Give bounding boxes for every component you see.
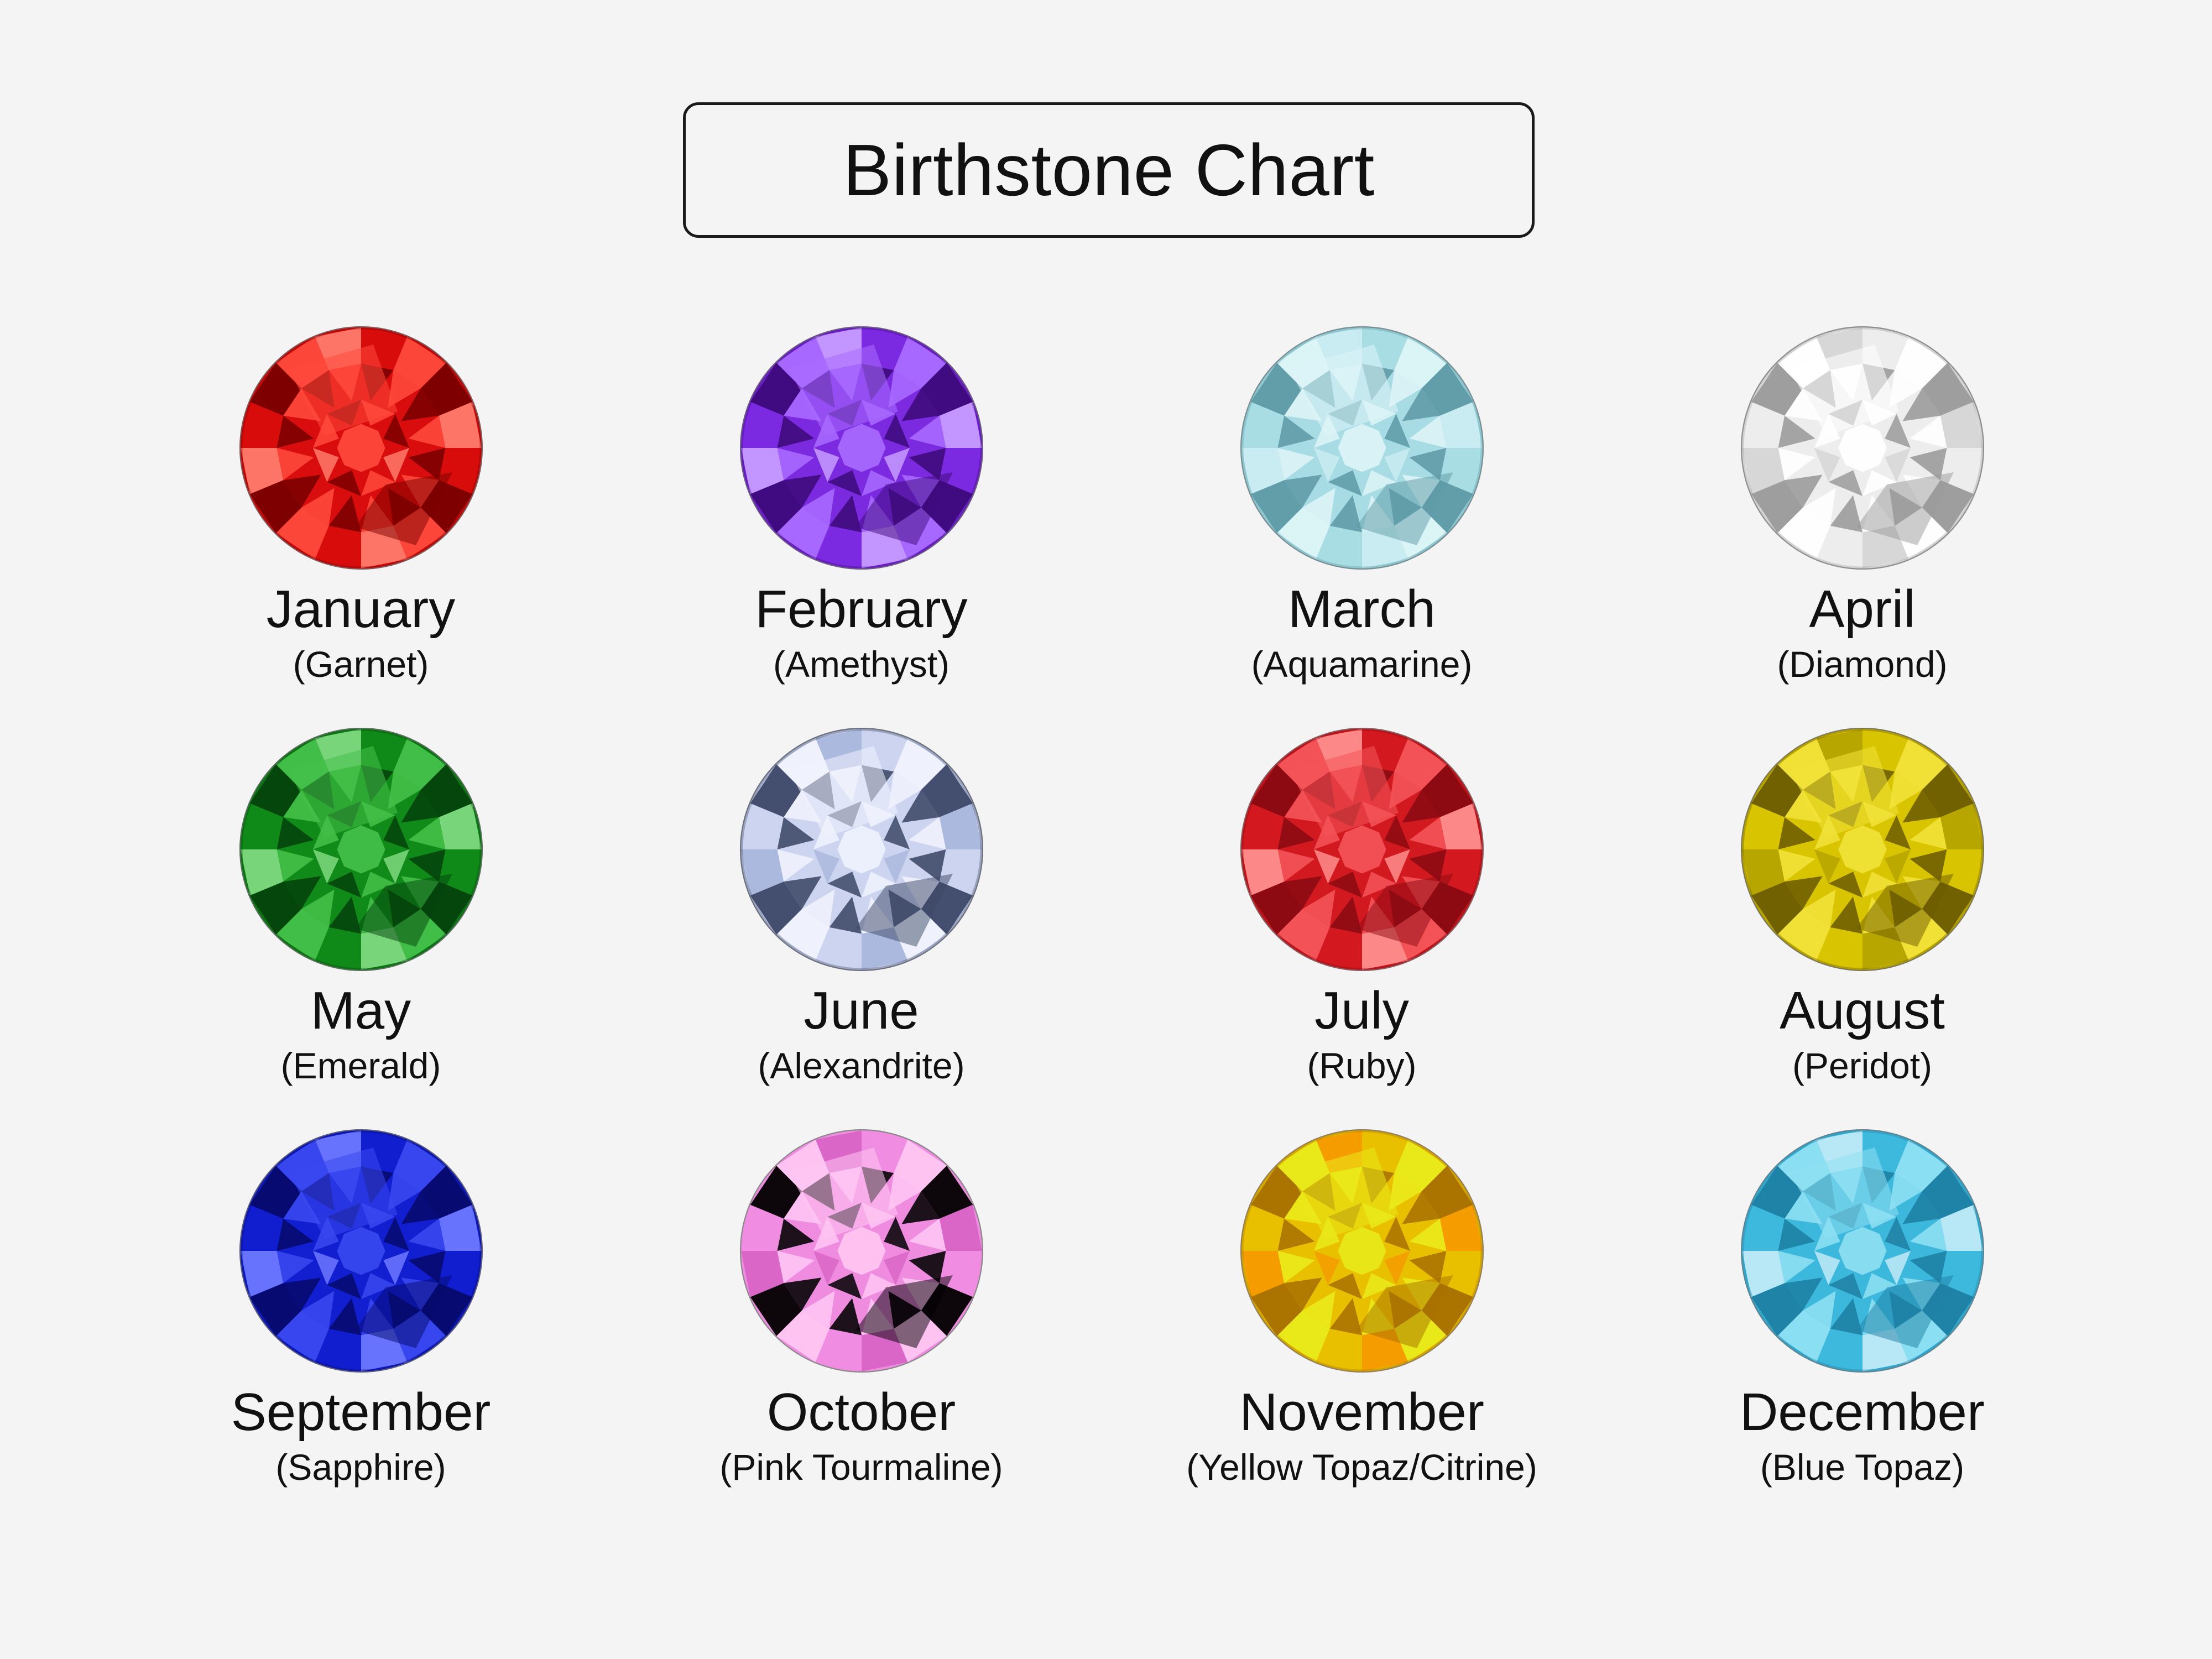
stone-name-label: (Garnet)	[293, 643, 429, 685]
stone-name-label: (Aquamarine)	[1251, 643, 1473, 685]
gem-icon	[1240, 1129, 1484, 1373]
gem-caption	[719, 1385, 1003, 1486]
page-title: Birthstone Chart	[843, 129, 1375, 211]
birthstone-cell	[1612, 711, 2112, 1085]
birthstone-cell	[611, 711, 1112, 1085]
birthstone-cell	[111, 1113, 611, 1486]
stone-name-label: (Diamond)	[1777, 643, 1948, 685]
stone-name-label: (Peridot)	[1792, 1045, 1933, 1086]
month-label: September	[231, 1383, 491, 1442]
birthstone-cell	[611, 1113, 1112, 1486]
birthstone-cell	[1112, 310, 1612, 684]
gem-caption	[267, 582, 456, 684]
stone-name-label: (Ruby)	[1307, 1045, 1417, 1086]
month-label: November	[1239, 1383, 1484, 1442]
page-title-box	[683, 102, 1535, 238]
month-label: June	[804, 981, 919, 1041]
gem-icon	[740, 728, 983, 971]
month-label: July	[1314, 981, 1409, 1041]
gem-caption	[231, 1385, 491, 1486]
birthstone-cell	[1112, 1113, 1612, 1486]
birthstone-cell	[1612, 310, 2112, 684]
gem-icon	[740, 1129, 983, 1373]
gem-caption	[755, 582, 967, 684]
birthstone-cell	[611, 310, 1112, 684]
month-label: February	[755, 580, 968, 639]
stone-name-label: (Blue Topaz)	[1760, 1446, 1965, 1488]
gem-caption	[1186, 1385, 1537, 1486]
birthstone-cell	[111, 711, 611, 1085]
birthstone-cell	[111, 310, 611, 684]
gem-icon	[239, 728, 483, 971]
gem-caption	[1777, 582, 1947, 684]
gem-caption	[1740, 1385, 1985, 1486]
gem-icon	[740, 326, 983, 570]
month-label: October	[766, 1383, 956, 1442]
birthstone-cell	[1112, 711, 1612, 1085]
stone-name-label: (Alexandrite)	[758, 1045, 965, 1086]
stone-name-label: (Sapphire)	[275, 1446, 446, 1488]
gem-icon	[1741, 728, 1984, 971]
gem-caption	[758, 983, 964, 1085]
month-label: August	[1780, 981, 1945, 1041]
month-label: December	[1740, 1383, 1985, 1442]
gem-icon	[1741, 1129, 1984, 1373]
month-label: May	[310, 981, 411, 1041]
birthstone-grid	[111, 310, 2112, 1486]
gem-icon	[1741, 326, 1984, 570]
stone-name-label: (Emerald)	[280, 1045, 441, 1086]
stone-name-label: (Yellow Topaz/Citrine)	[1186, 1446, 1537, 1488]
month-label: March	[1288, 580, 1436, 639]
stone-name-label: (Pink Tourmaline)	[719, 1446, 1003, 1488]
gem-icon	[239, 1129, 483, 1373]
gem-caption	[281, 983, 441, 1085]
stone-name-label: (Amethyst)	[773, 643, 950, 685]
month-label: January	[266, 580, 456, 639]
birthstone-cell	[1612, 1113, 2112, 1486]
gem-icon	[1240, 728, 1484, 971]
gem-caption	[1780, 983, 1945, 1085]
gem-caption	[1307, 983, 1416, 1085]
gem-caption	[1251, 582, 1473, 684]
gem-icon	[239, 326, 483, 570]
gem-icon	[1240, 326, 1484, 570]
month-label: April	[1809, 580, 1916, 639]
